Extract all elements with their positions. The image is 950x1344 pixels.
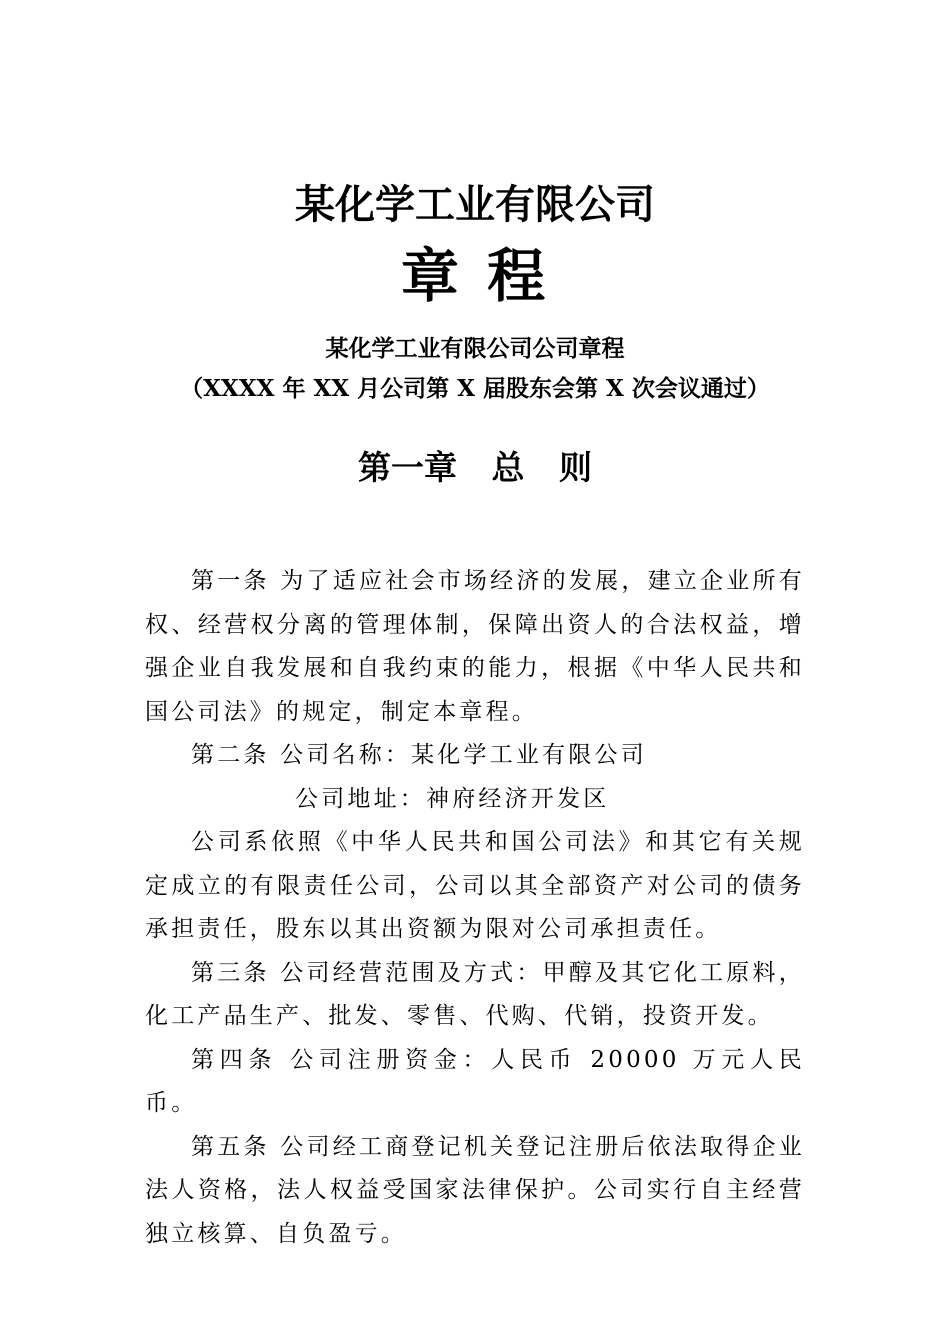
article-1: 第一条 为了适应社会市场经济的发展，建立企业所有权、经营权分离的管理体制，保障出资人的合法权益，增强企业自我发展和自我约束的能力，根据《中华人民共和国公司法》的规定，制定本章程。 xyxy=(145,568,805,725)
article-5: 第五条 公司经工商登记机关登记注册后依法取得企业法人资格，法人权益受国家法律保护。公司实行自主经营独立核算、自负盈亏。 xyxy=(145,1133,805,1247)
article-4: 第四条 公司注册资金：人民币 20000 万元人民币。 xyxy=(145,1046,805,1116)
article-2-liability: 公司系依照《中华人民共和国公司法》和其它有关规定成立的有限责任公司，公司以其全部资产对公司的债务承担责任，股东以其出资额为限对公司承担责任。 xyxy=(145,829,805,942)
adoption-note: （XXXX 年 XX 月公司第 X 届股东会第 X 次会议通过） xyxy=(180,375,770,402)
charter-subtitle: 某化学工业有限公司公司章程 xyxy=(325,335,625,362)
article-2-name: 第二条 公司名称：某化学工业有限公司 xyxy=(191,742,647,768)
chapter-heading: 第一章 总 则 xyxy=(358,448,592,487)
article-3: 第三条 公司经营范围及方式：甲醇及其它化工原料，化工产品生产、批发、零售、代购、代销，投资开发。 xyxy=(145,959,805,1029)
article-2-address: 公司地址：神府经济开发区 xyxy=(295,785,610,812)
charter-body xyxy=(145,560,805,1256)
company-title: 某化学工业有限公司 xyxy=(295,182,655,228)
charter-title: 章 程 xyxy=(400,242,550,310)
